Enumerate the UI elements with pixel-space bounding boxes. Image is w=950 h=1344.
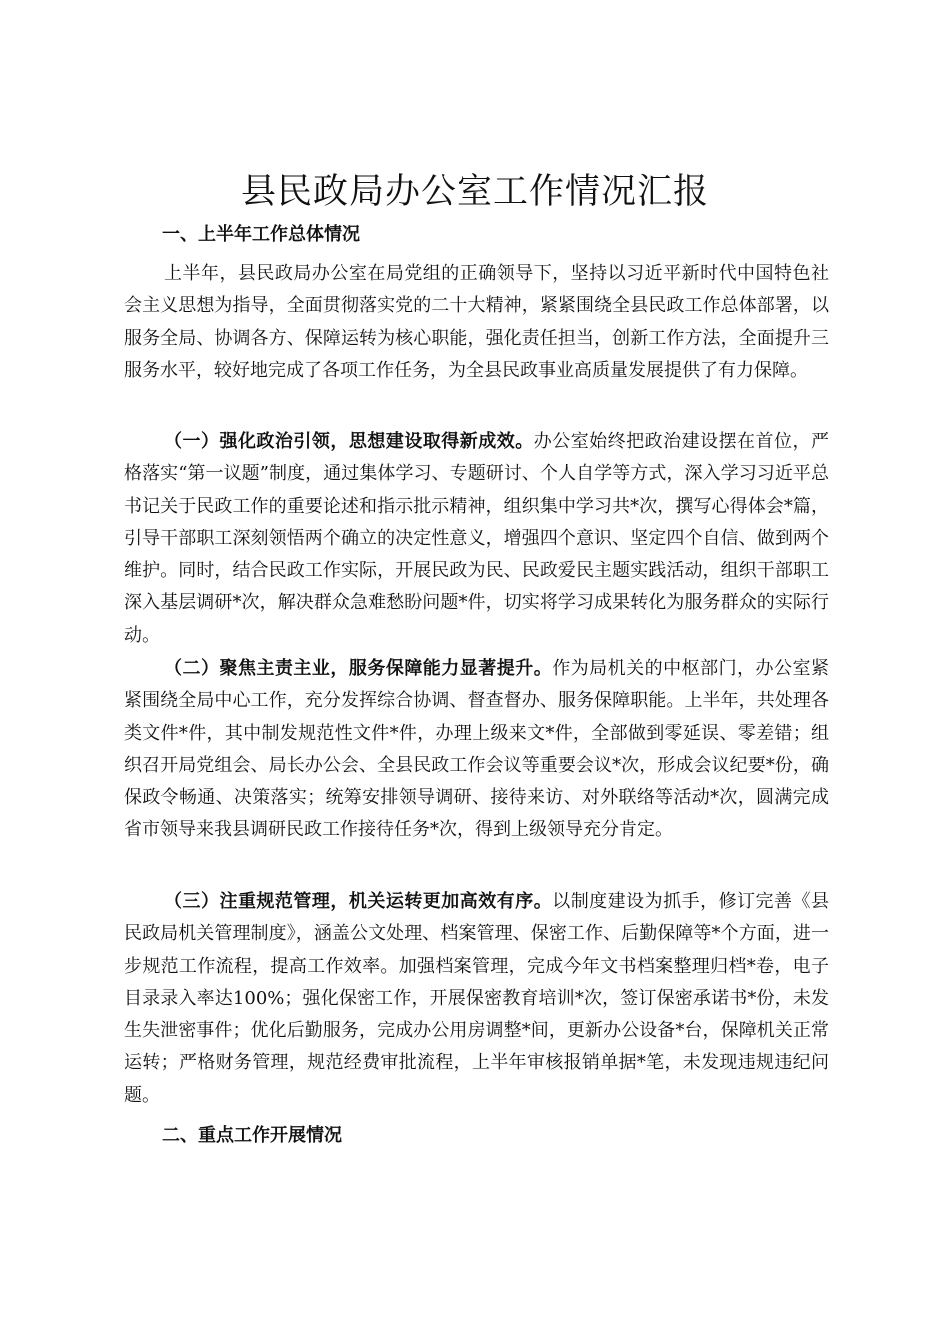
- section-heading-2: 二、重点工作开展情况: [162, 1125, 342, 1146]
- item-body-3: 以制度建设为抓手，修订完善《县民政局机关管理制度》，涵盖公文处理、档案管理、保密工作、后勤保障等*个方面，进一步规范工作流程，提高工作效率。加强档案管理，完成今年文书档案整理归档*卷，电子目录录入率达100%；强化保密工作，开展保密教育培训*次，签订保密承诺书*份，未发生失泄密事件；优化后勤服务，完成办公用房调整*间，更新办公设备*台，保障机关正常运转；严格财务管理，规范经费审批流程，上半年审核报销单据*笔，未发现违规违纪问题。: [124, 891, 830, 1106]
- item-paragraph-2: [124, 653, 829, 847]
- item-body-2: 作为局机关的中枢部门，办公室紧紧围绕全局中心工作，充分发挥综合协调、督查督办、服务保障职能。上半年，共处理各类文件*件，其中制发规范性文件*件，办理上级来文*件，全部做到零延误、零差错；组织召开局党组会、局长办公会、全县民政工作会议等重要会议*次，形成会议纪要*份，确保政令畅通、决策落实；统筹安排领导调研、接待来访、对外联络等活动*次，圆满完成省市领导来我县调研民政工作接待任务*次，得到上级领导充分肯定。: [124, 658, 830, 841]
- item-paragraph-1: [124, 426, 829, 652]
- document-title: 县民政局办公室工作情况汇报: [240, 172, 709, 212]
- section-heading-1: 一、上半年工作总体情况: [162, 224, 360, 245]
- item-lead-2: （二）聚焦主责主业，服务保障能力显著提升。: [164, 658, 553, 679]
- item-body-1: 办公室始终把政治建设摆在首位，严格落实“第一议题”制度，通过集体学习、专题研讨、个人自学等方式，深入学习习近平总书记关于民政工作的重要论述和指示批示精神，组织集中学习共*次，撰写心得体会*篇，引导干部职工深刻领悟两个确立的决定性意义，增强四个意识、坚定四个自信、做到两个维护。同时，结合民政工作实际，开展民政为民、民政爱民主题实践活动，组织干部职工深入基层调研*次，解决群众急难愁盼问题*件，切实将学习成果转化为服务群众的实际行动。: [124, 431, 830, 646]
- intro-paragraph: 上半年，县民政局办公室在局党组的正确领导下，坚持以习近平新时代中国特色社会主义思想为指导，全面贯彻落实党的二十大精神，紧紧围绕全县民政工作总体部署，以服务全局、协调各方、保障运转为核心职能，强化责任担当，创新工作方法，全面提升三服务水平，较好地完成了各项工作任务，为全县民政事业高质量发展提供了有力保障。: [124, 263, 829, 381]
- item-lead-3: （三）注重规范管理，机关运转更加高效有序。: [164, 891, 553, 912]
- item-lead-1: （一）强化政治引领，思想建设取得新成效。: [164, 431, 534, 452]
- item-paragraph-3: [124, 886, 829, 1112]
